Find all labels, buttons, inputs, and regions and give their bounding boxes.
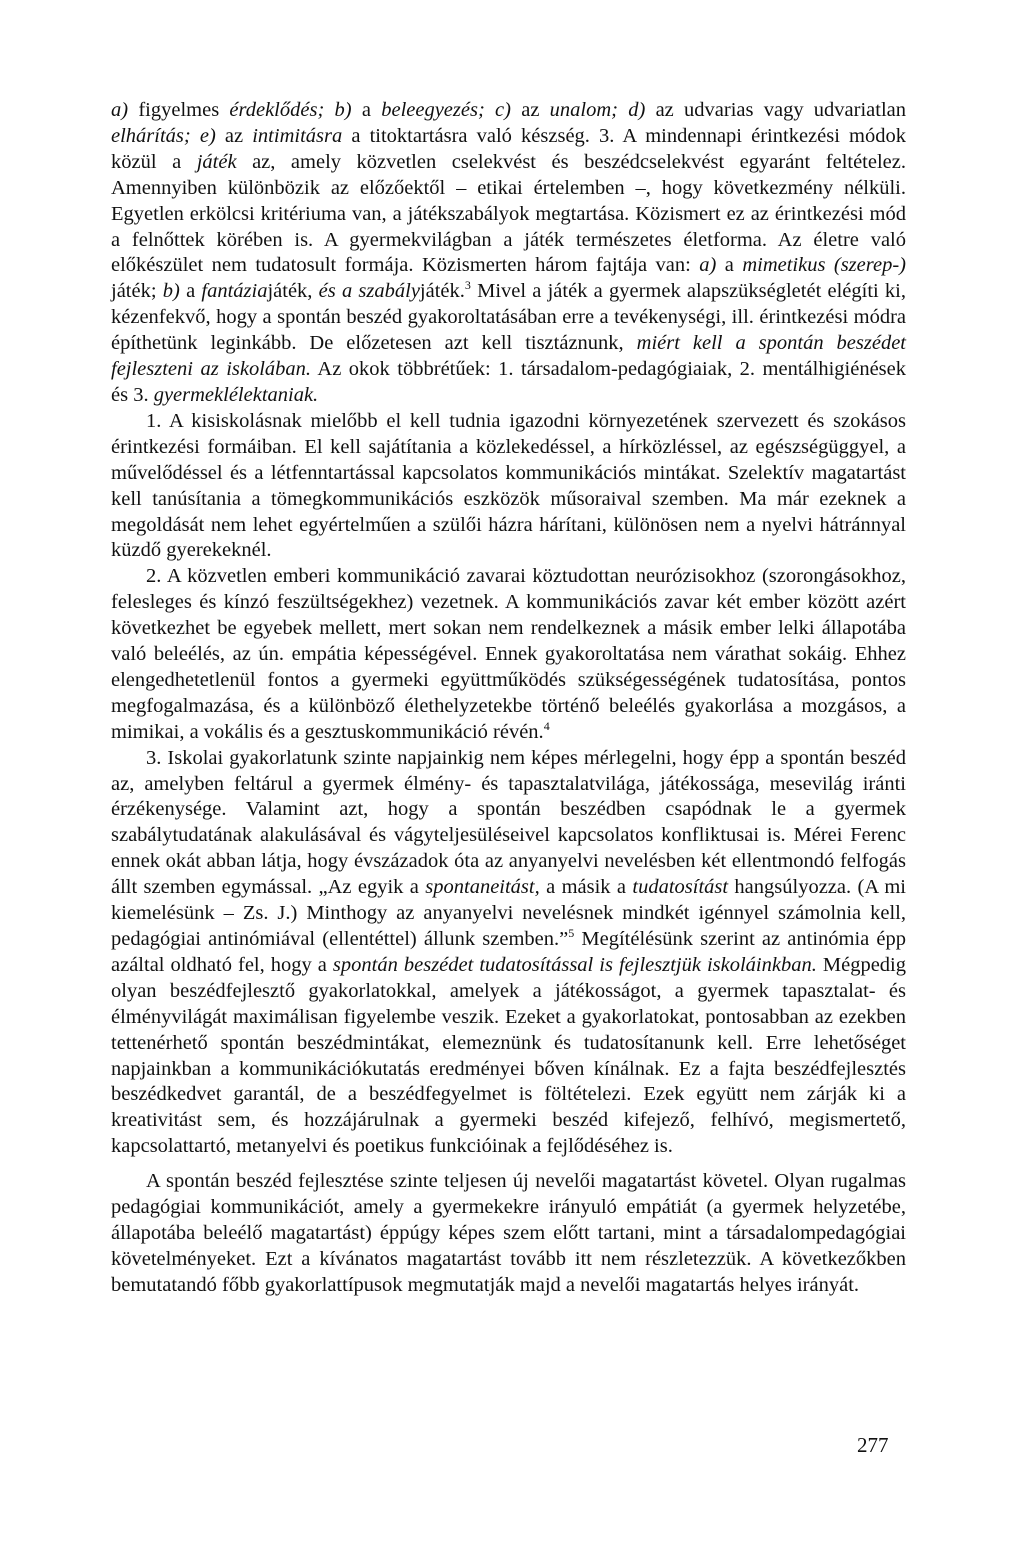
paragraph bbox=[111, 746, 906, 1161]
italic-text: tudatosítást bbox=[632, 876, 729, 899]
italic-text: intimitásra bbox=[252, 124, 343, 147]
text-run: az bbox=[521, 99, 550, 121]
text-run: a titoktartásra való készség. 3. A mindennapi érintkezési módok közül a bbox=[111, 124, 906, 173]
paragraph bbox=[111, 564, 906, 745]
italic-text: fantázia bbox=[201, 280, 268, 303]
italic-text: a) bbox=[699, 254, 725, 277]
page-number: 277 bbox=[857, 1433, 889, 1457]
text-run: a bbox=[361, 99, 382, 121]
text-run: az udvarias vagy udvariatlan bbox=[655, 99, 907, 121]
paragraph bbox=[111, 98, 906, 409]
text-run: 2. A közvetlen emberi kommunikáció zavarai köztudottan neurózisokhoz (szorongásokhoz, felesleges és kínzó feszültségekhez) vezetnek. A kommunikációs zavar két ember között azért következhet be egyebek mellett, mert sokan nem rendelkeznek a másik ember lelki állapotába való beleélés, az ún. empátia képességével. Ennek gyakoroltatása nem várathat sokáig. Ehhez elengedhetetlenül fontos a gyermeki együttműködés szükségességének tudatosítása, pontos megfogalmazása, és a különböző élethelyzetekbe történő beleélés gyakorlása a mozgásos, a mimikai, a vokális és a gesztuskommunikáció révén. bbox=[111, 565, 906, 743]
italic-text: b) bbox=[162, 280, 187, 303]
text-run: Megítélésünk szerint az antinómia épp azáltal oldható fel, hogy a bbox=[111, 928, 906, 976]
text-run: hangsúlyozza. (A mi kiemelésünk – Zs. J.) Minthogy az anyanyelvi nevelésnek mindkét igénnyel számolnia kell, pedagógiai antinómiával (ellentéttel) állunk szemben.” bbox=[111, 876, 906, 950]
footnote-marker: 4 bbox=[543, 718, 550, 733]
italic-text: érdeklődés; b) bbox=[229, 99, 362, 121]
text-run: Mégpedig olyan beszédfejlesztő gyakorlatokkal, amelyek a játékosságot, a gyermek tapasztalat- és élményvilágát maximálisan figyelembe veszik. Ezeket a gyakorlatokat, pontosabban az ezekben tettenérhető spontán beszédmintákat, elemeznünk és tudatosítanunk kell. Erre lehetőséget napjainkban a kommunikációkutatás eredményei bőven kínálnak. Ez a fajta beszédfejlesztés beszédkedvet garantál, de a beszédfegyelmet is föltételezi. Ezek együtt nem zárják ki a kreativitást sem, és hozzájárulnak a gyermeki beszéd kifejező, felhívó, megismertető, kapcsolattartó, metanyelvi és poetikus funkcióinak a fejlődéséhez is. bbox=[111, 953, 907, 1158]
italic-text: spontán beszédet tudatosítással is fejlesztjük iskoláinkban. bbox=[332, 953, 817, 976]
page-body bbox=[111, 98, 906, 1299]
text-run: Az okok többrétűek: 1. társadalom-pedagógiaiak, 2. mentálhigiénések és 3. bbox=[111, 358, 906, 406]
text-run: a bbox=[724, 254, 743, 277]
italic-text: miért kell a spontán beszédet fejleszteni az iskolában. bbox=[111, 332, 907, 381]
italic-text: beleegyezés; c) bbox=[381, 99, 522, 121]
text-run: A spontán beszéd fejlesztése szinte teljesen új nevelői magatartást követel. Olyan rugalmas pedagógiai kommunikációt, amely a gyermekekre irányuló empátiát (a gyermek helyzetébe, állapotába beleélő magatartást) éppúgy képes szem előtt tartani, mint a társadalompedagógiai követelményeket. Ezt a kívánatos magatartást tovább itt nem részletezzük. A következőkben bemutatandó főbb gyakorlattípusok megmutatják majd a nevelői magatartás helyes irányát. bbox=[111, 1170, 906, 1296]
italic-text: játék bbox=[196, 150, 237, 173]
paragraph bbox=[111, 1169, 906, 1299]
text-run: 3. Iskolai gyakorlatunk szinte napjainkig nem képes mérlegelni, hogy épp a spontán beszéd az, amelyben feltárul a gyermek élmény- és tapasztalatvilága, játékossága, mesevilág iránti érzékenysége. Valamint azt, hogy a spontán beszédben csapódnak le a gyermek szabálytudatának alakulásával és vágyteljesüléseivel kapcsolatos konfliktusai is. Mérei Ferenc ennek okát abban látja, hogy évszázadok óta az anyanyelvi nevelésben két ellentmondó felfogás állt szemben egymással. „Az egyik a bbox=[111, 746, 906, 899]
footnote-marker: 3 bbox=[464, 278, 471, 293]
text-run: a másik a bbox=[539, 876, 633, 899]
text-run: Mivel a játék a gyermek alapszükségletét elégíti ki, kézenfekvő, hogy a spontán beszéd gyakoroltatásában erre a tevékenységi, ill. érintkezési módra építhetünk leginkább. De előzetesen azt kell tisztáznunk, bbox=[111, 280, 906, 355]
italic-text: mimetikus (szerep-) bbox=[742, 254, 906, 277]
text-run: figyelmes bbox=[138, 99, 230, 121]
italic-text: gyermeklélektaniak. bbox=[153, 383, 319, 406]
text-run: az bbox=[224, 124, 253, 147]
text-run: a bbox=[186, 280, 202, 303]
text-run: 1. A kisiskolásnak mielőbb el kell tudnia igazodni környezetének szervezett és szokásos érintkezési formáiban. El kell sajátítania a közlekedéssel, a hírközléssel, az egészségüggyel, a művelődéssel és a létfenntartással kapcsolatos kommunikációs mintákat. Szelektív magatartást kell tanúsítania a tömegkommunikációs eszközök műsoraival szemben. Ma már ezeknek a megoldását nem lehet egyértelműen a szülői házra hárítani, különösen nem a nyelvi hátránnyal küzdő gyerekeknél. bbox=[111, 409, 906, 562]
text-run: játék; bbox=[111, 280, 163, 303]
text-run: játék. bbox=[419, 280, 465, 303]
italic-text: spontaneitást, bbox=[425, 876, 540, 899]
paragraph bbox=[111, 409, 906, 564]
italic-text: elhárítás; e) bbox=[111, 124, 225, 147]
footnote-marker: 5 bbox=[568, 926, 575, 940]
text-run: az, amely közvetlen cselekvést és beszédcselekvést egyaránt feltételez. Amennyiben különbözik az előzőektől – etikai értelemben –, hogy következmény nélküli. Egyetlen erkölcsi kritériuma van, a játékszabályok megtartása. Közismert ez az érintkezési mód a felnőttek körében is. A gyermekvilágban a játék természetes életforma. Az életre való előkészület nem tudatosult formája. Közismerten három fajtája van: bbox=[111, 150, 906, 277]
italic-text: unalom; d) bbox=[549, 99, 656, 121]
italic-text: a) bbox=[111, 99, 139, 121]
italic-text: és a szabály bbox=[318, 280, 420, 303]
text-run: játék, bbox=[267, 280, 319, 303]
